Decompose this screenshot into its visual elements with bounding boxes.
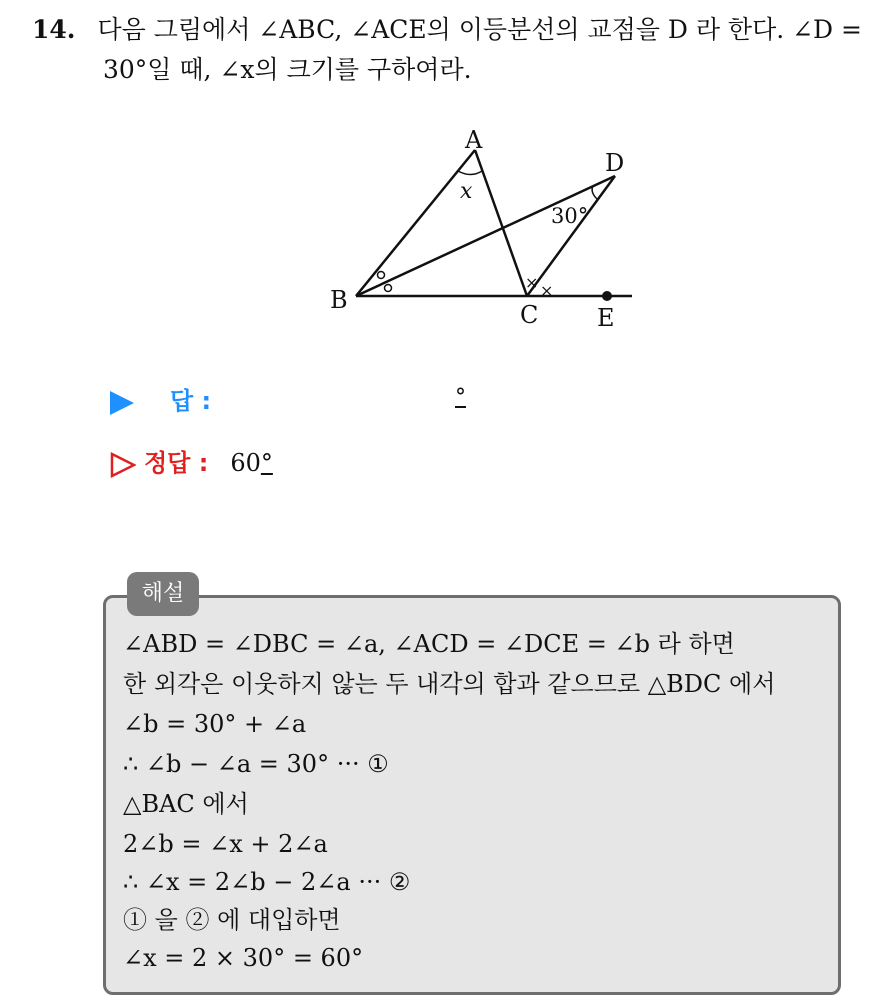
question-number: 14. <box>32 15 76 44</box>
angle-mark-circle-1 <box>378 272 385 279</box>
solution-title: 해설 <box>127 572 199 616</box>
segment-bd <box>356 176 615 296</box>
point-e-label: E <box>597 304 615 332</box>
point-e-dot <box>602 291 612 301</box>
answer-row <box>110 385 211 417</box>
point-b-label: B <box>330 286 348 314</box>
question-text-1: 다음 그림에서 ∠ABC, ∠ACE의 이등분선의 교점을 D 라 한다. ∠D = <box>97 15 862 44</box>
point-d-label: D <box>605 149 625 177</box>
angle-d-arc <box>592 186 597 199</box>
angle-mark-cross-2: × <box>540 281 554 300</box>
correct-label: 정답 : <box>144 449 209 477</box>
figure-svg <box>320 118 650 340</box>
solution-line-2: 한 외각은 이웃하지 않는 두 내각의 합과 같으므로 △BDC 에서 <box>123 670 776 698</box>
geometry-figure <box>320 118 650 340</box>
correct-value <box>230 449 273 477</box>
solution-line-4: ∴ ∠b − ∠a = 30° ··· ① <box>123 750 389 778</box>
correct-unit: ° <box>260 449 273 477</box>
angle-d-label: 30° <box>551 204 589 228</box>
solution-line-8: ① 을 ② 에 대입하면 <box>123 906 341 934</box>
angle-x-label: x <box>460 179 473 204</box>
segment-ac <box>475 150 527 296</box>
correct-number: 60 <box>230 449 261 477</box>
solution-line-6: 2∠b = ∠x + 2∠a <box>123 830 328 858</box>
angle-mark-cross-1: × <box>525 273 539 292</box>
answer-blank-unit: ° <box>455 385 466 410</box>
question-line-1 <box>32 14 862 46</box>
solution-line-1: ∠ABD = ∠DBC = ∠a, ∠ACD = ∠DCE = ∠b 라 하면 <box>123 630 735 658</box>
solution-line-7: ∴ ∠x = 2∠b − 2∠a ··· ② <box>123 868 411 896</box>
answer-label: 답 : <box>170 387 212 415</box>
play-triangle-icon <box>110 391 134 415</box>
segment-cd <box>527 176 615 296</box>
outline-triangle-icon <box>110 452 136 478</box>
question-line-2: 30°일 때, ∠x의 크기를 구하여라. <box>103 55 472 84</box>
point-c-label: C <box>520 301 539 329</box>
angle-x-arc <box>458 171 482 175</box>
angle-mark-circle-2 <box>385 285 392 292</box>
point-a-label: A <box>465 126 483 154</box>
solution-line-9: ∠x = 2 × 30° = 60° <box>123 944 364 972</box>
segment-ab <box>356 150 475 296</box>
correct-answer-row <box>110 447 273 479</box>
solution-line-3: ∠b = 30° + ∠a <box>123 710 307 738</box>
solution-line-5: △BAC 에서 <box>123 790 249 818</box>
